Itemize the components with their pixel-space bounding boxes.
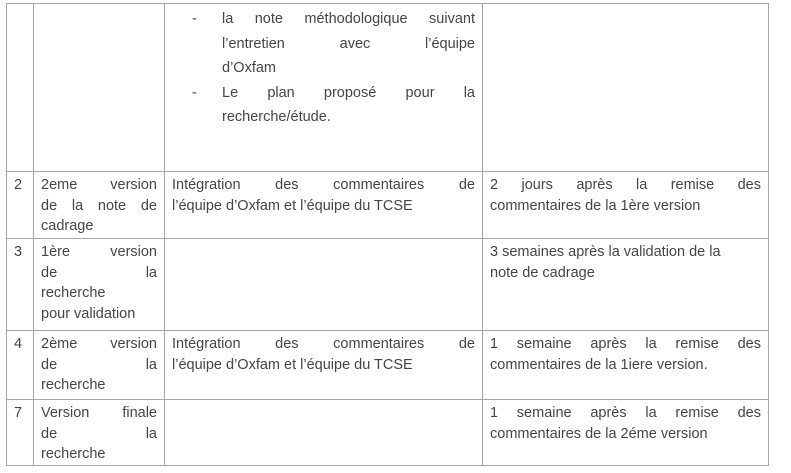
table-row	[7, 4, 769, 172]
text-line: de la note de	[41, 197, 157, 214]
row-number-cell	[7, 4, 34, 172]
activity-cell	[165, 400, 483, 466]
table-row	[7, 172, 769, 239]
deliverable-cell	[34, 4, 165, 172]
deliverable-cell	[34, 400, 165, 466]
text-line: 1ère version	[41, 244, 157, 260]
text-line: Version finale	[41, 405, 157, 421]
text-line: cadrage	[41, 218, 94, 234]
text-line: Intégration des commentaires de	[172, 336, 475, 352]
deadline-cell	[483, 4, 769, 172]
text-line: commentaires de la 1ère version	[490, 197, 701, 214]
deadline-cell	[483, 172, 769, 239]
text-line: Intégration des commentaires de	[172, 177, 475, 193]
text-line: 2ème version	[41, 336, 157, 352]
text-line: l’équipe d’Oxfam et l’équipe du TCSE	[172, 197, 413, 214]
text-line: pour validation	[41, 305, 136, 322]
row-number-cell: 2	[7, 172, 34, 239]
activity-cell	[165, 172, 483, 239]
text-line: de la	[41, 264, 157, 281]
text-line: l’entretien avec l’équipe	[222, 35, 475, 52]
row-number-cell: 7	[7, 400, 34, 466]
deadline-cell	[483, 239, 769, 331]
text-line: de la	[41, 425, 157, 442]
deliverable-cell	[34, 331, 165, 400]
text-line: recherche	[41, 377, 106, 393]
text-line: l’équipe d’Oxfam et l’équipe du TCSE	[172, 356, 413, 373]
dash-bullet-marker: -	[192, 84, 197, 101]
text-line: commentaires de la 2éme version	[490, 425, 708, 442]
text-line: 3 semaines après la validation de la	[490, 244, 721, 260]
deliverable-cell	[34, 239, 165, 331]
text-line: commentaires de la 1iere version.	[490, 356, 708, 373]
text-line: recherche	[41, 446, 106, 462]
activity-cell	[165, 239, 483, 331]
dash-bullet-marker: -	[192, 11, 197, 27]
row-number-cell: 3	[7, 239, 34, 331]
bullet-list-item	[172, 81, 475, 130]
text-line: recherche	[41, 285, 106, 301]
deadline-cell	[483, 400, 769, 466]
deliverable-cell	[34, 172, 165, 239]
text-line: 2 jours après la remise des	[490, 177, 761, 193]
text-line: de la	[41, 356, 157, 373]
text-line: recherche/étude.	[222, 109, 331, 126]
text-line: 1 semaine après la remise des	[490, 336, 761, 352]
text-line: 2eme version	[41, 177, 157, 193]
text-line: 1 semaine après la remise des	[490, 405, 761, 421]
row-number-cell: 4	[7, 331, 34, 400]
table-row	[7, 331, 769, 400]
text-line: la note méthodologique suivant	[222, 11, 475, 27]
bullet-item-text	[222, 81, 475, 130]
text-line: note de cadrage	[490, 264, 595, 281]
activity-cell	[165, 331, 483, 400]
bullet-list-item	[172, 7, 475, 81]
activity-cell	[165, 4, 483, 172]
table-row	[7, 239, 769, 331]
text-line: Le plan proposé pour la	[222, 84, 475, 101]
deliverables-table	[6, 3, 769, 466]
bullet-item-text	[222, 7, 475, 81]
text-line: d’Oxfam	[222, 60, 276, 77]
table-row	[7, 400, 769, 466]
deadline-cell	[483, 331, 769, 400]
